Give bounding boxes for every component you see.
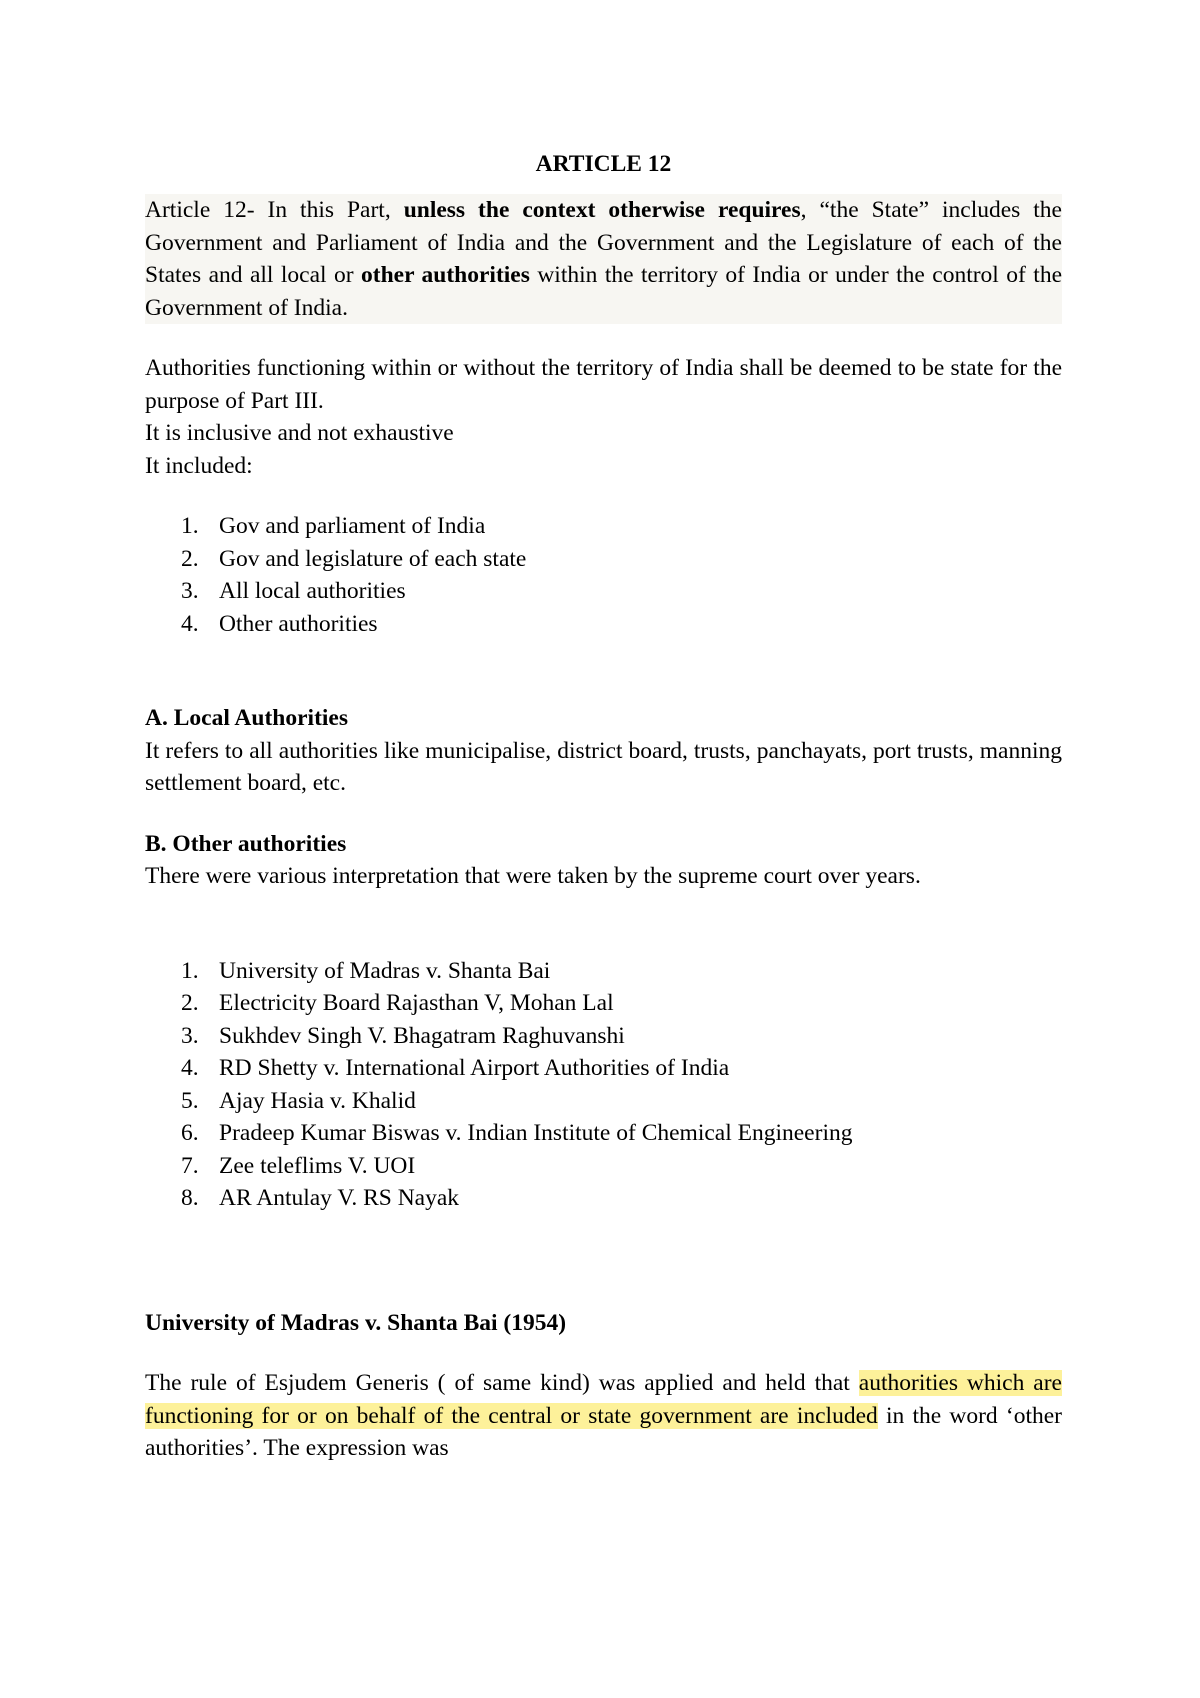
case-text-part2: in the word ‘other authorities’. The expression was <box>145 1402 1062 1461</box>
cases-list <box>145 955 1062 1215</box>
list-item: 3. Sukhdev Singh V. Bhagatram Raghuvanshi <box>181 1022 625 1049</box>
case-paragraph <box>145 1367 1062 1465</box>
section-b-heading: B. Other authorities <box>145 830 347 857</box>
case-text-highlight: authorities which are functioning for or on behalf of the central or state government are included <box>145 1370 1062 1429</box>
list-item: 2. Gov and legislature of each state <box>181 545 527 572</box>
list-item: 2. Electricity Board Rajasthan V, Mohan Lal <box>181 990 614 1016</box>
included-list <box>145 510 1062 640</box>
article-12-text <box>145 194 1062 324</box>
article-text-part1: Article 12- In this Part, <box>145 197 404 223</box>
list-item: 1. University of Madras v. Shanta Bai <box>181 957 551 984</box>
intro-line-3: It included: <box>145 452 253 479</box>
article-text-bold1: unless the context otherwise requires <box>403 197 801 223</box>
case-text-part1: The rule of Esjudem Generis ( of same kind) was applied and held that <box>145 1370 859 1396</box>
page-title: ARTICLE 12 <box>535 151 672 177</box>
list-item: 7. Zee teleflims V. UOI <box>181 1152 416 1179</box>
article-text-bold2: other authorities <box>361 262 530 288</box>
section-b-text: There were various interpretation that were taken by the supreme court over years. <box>145 863 921 889</box>
article-text-part3: within the territory of India or under the control of the Government of India. <box>145 262 1062 321</box>
intro-line-2: It is inclusive and not exhaustive <box>145 420 454 446</box>
case-heading: University of Madras v. Shanta Bai (1954) <box>145 1309 567 1336</box>
list-item: 8. AR Antulay V. RS Nayak <box>181 1185 460 1211</box>
section-a-text: It refers to all authorities like municipalise, district board, trusts, panchayats, port trusts, manning settlement board, etc. <box>145 737 1062 796</box>
list-item: 3. All local authorities <box>181 578 406 604</box>
list-item: 5. Ajay Hasia v. Khalid <box>181 1087 416 1114</box>
intro-line-1: Authorities functioning within or without the territory of India shall be deemed to be state for the purpose of Part III. <box>145 355 1062 414</box>
article-text-part2: , “the State” includes the Government and Parliament of India and the Government and the Legislature of each of the States and all local or <box>145 197 1062 288</box>
list-item: 4. Other authorities <box>181 610 378 637</box>
list-item: 6. Pradeep Kumar Biswas v. Indian Institute of Chemical Engineering <box>181 1120 853 1146</box>
list-item: 1. Gov and parliament of India <box>181 513 486 539</box>
list-item: 4. RD Shetty v. International Airport Authorities of India <box>181 1055 730 1081</box>
section-a-heading: A. Local Authorities <box>145 705 349 731</box>
document-page <box>145 148 1062 1465</box>
